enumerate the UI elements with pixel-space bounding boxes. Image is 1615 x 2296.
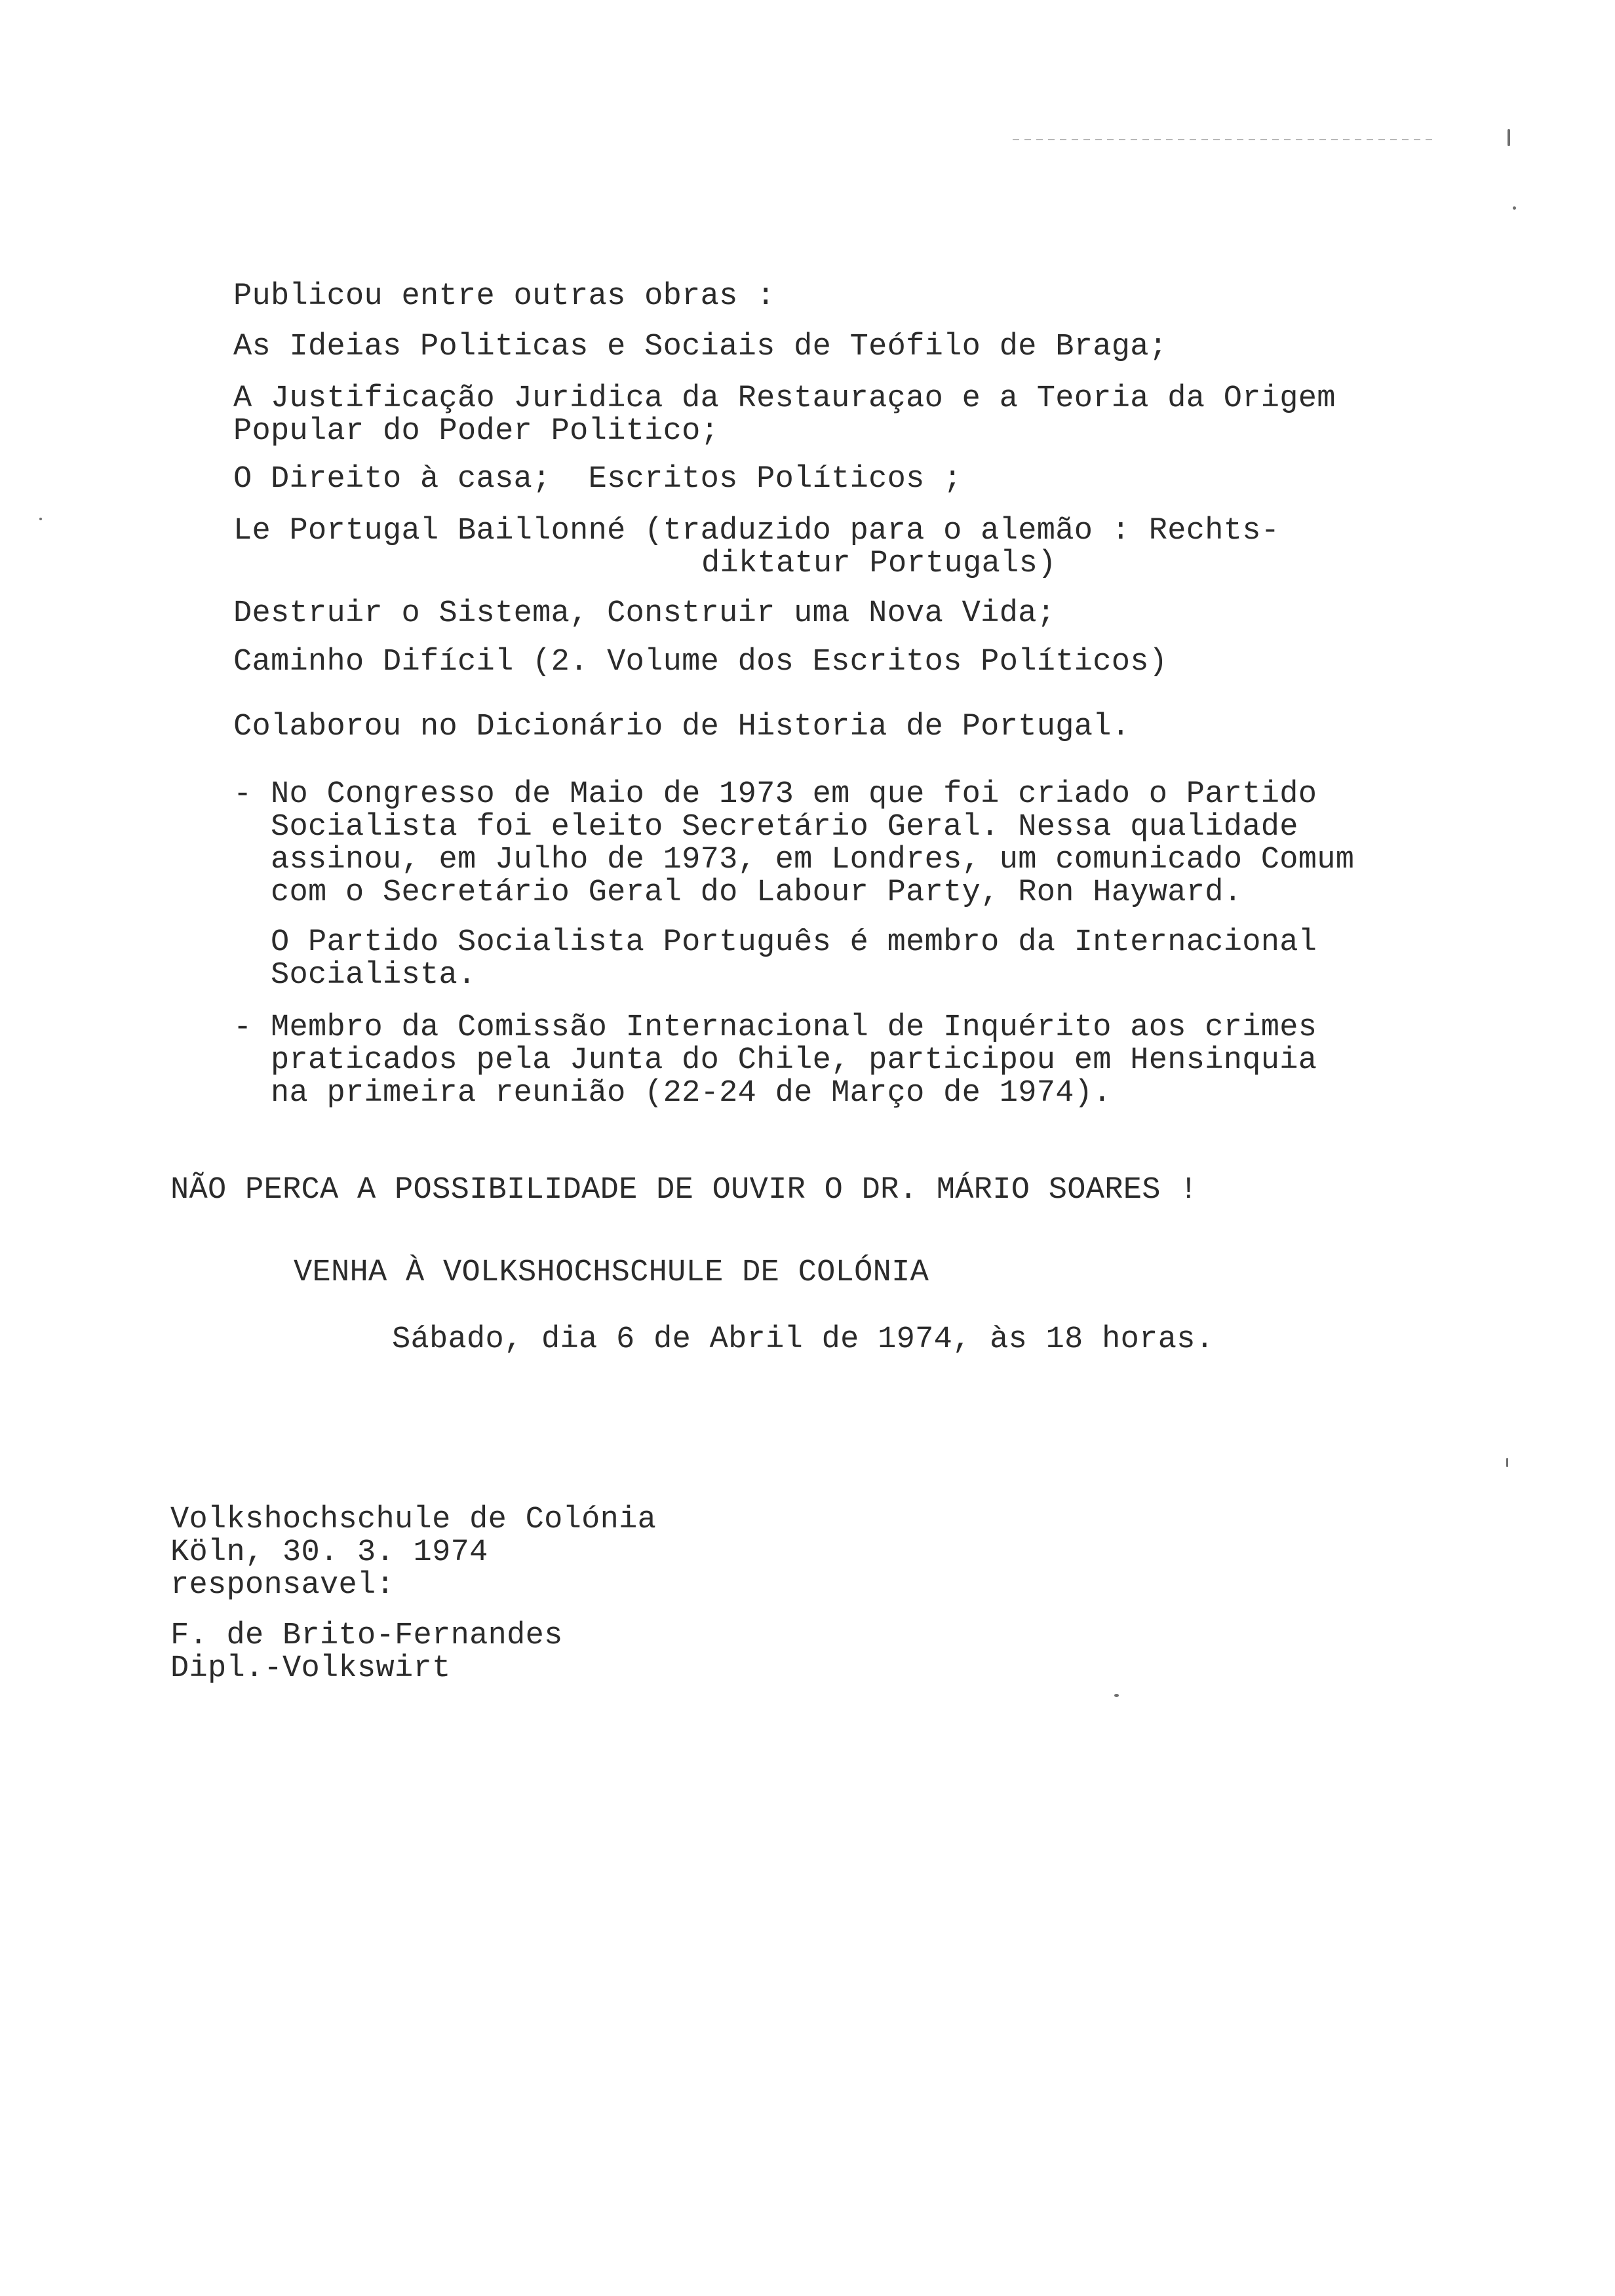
collaboration-note: Colaborou no Dicionário de Historia de Portugal. bbox=[233, 710, 1131, 744]
announcement-venue: VENHA À VOLKSHOCHSCHULE DE COLÓNIA bbox=[294, 1255, 929, 1290]
footer-organization: Volkshochschule de Colónia Köln, 30. 3. 1974 responsavel: bbox=[170, 1502, 657, 1603]
work-item-caminho: Caminho Difícil (2. Volume dos Escritos Políticos) bbox=[233, 645, 1168, 679]
bullet-commission: - Membro da Comissão Internacional de Inquérito aos crimes praticados pela Junta do Chile, participou em Hensinquia na primeira reunião (22-24 de Março de 1974). bbox=[233, 1010, 1317, 1111]
speck-mark bbox=[1513, 206, 1516, 210]
work-item-direito: O Direito à casa; Escritos Políticos ; bbox=[233, 462, 962, 497]
work-item-destruir: Destruir o Sistema, Construir uma Nova Vida; bbox=[233, 596, 1056, 631]
announcement-headline: NÃO PERCA A POSSIBILIDADE DE OUVIR O DR. MÁRIO SOARES ! bbox=[170, 1173, 1198, 1208]
announcement-date: Sábado, dia 6 de Abril de 1974, às 18 horas. bbox=[392, 1322, 1215, 1357]
work-item-justificacao: A Justificação Juridica da Restauraçao e a Teoria da Origem Popular do Poder Politico; bbox=[233, 381, 1336, 449]
top-dashed-artifact bbox=[1013, 139, 1432, 140]
works-intro: Publicou entre outras obras : bbox=[233, 279, 775, 314]
speck-mark bbox=[39, 518, 42, 520]
speck-mark bbox=[1506, 1458, 1508, 1467]
bullet-congress: - No Congresso de Maio de 1973 em que foi criado o Partido Socialista foi eleito Secretário Geral. Nessa qualidade assinou, em Julho de 1973, em Londres, um comunicado Comum com o Secretário Geral do Labour Party, Ron Hayward. bbox=[233, 777, 1355, 910]
speck-mark bbox=[1508, 129, 1510, 146]
work-item-portugal-baillonne-cont: diktatur Portugals) bbox=[701, 546, 1057, 581]
work-item-ideias: As Ideias Politicas e Sociais de Teófilo de Braga; bbox=[233, 330, 1168, 364]
bullet-party-member: O Partido Socialista Português é membro da Internacional Socialista. bbox=[233, 925, 1317, 993]
work-item-portugal-baillonne: Le Portugal Baillonné (traduzido para o alemão : Rechts- bbox=[233, 514, 1280, 548]
footer-signatory: F. de Brito-Fernandes Dipl.-Volkswirt bbox=[170, 1618, 563, 1686]
speck-mark bbox=[1114, 1694, 1119, 1697]
